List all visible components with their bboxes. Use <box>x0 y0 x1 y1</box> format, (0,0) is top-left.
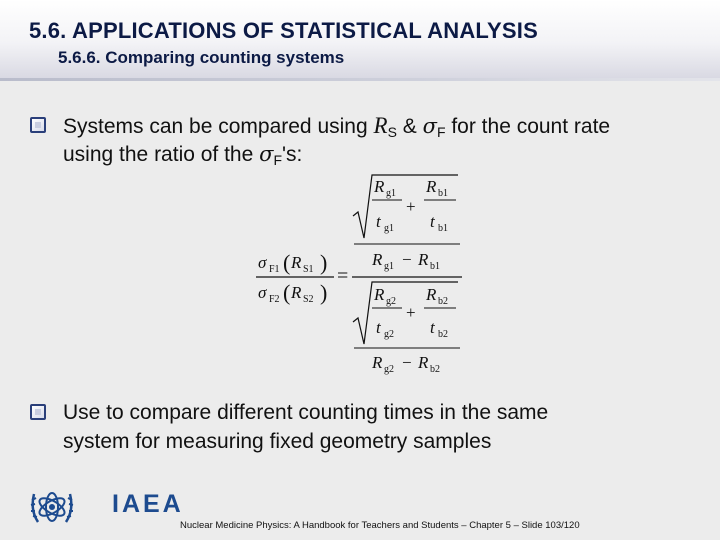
lhs-arg-numerator: R <box>291 253 302 272</box>
top-tb-sub: b1 <box>438 223 448 234</box>
top-tg: t <box>376 212 381 231</box>
top-tb: t <box>430 212 435 231</box>
lhs-sigma-denominator: σ <box>258 283 267 302</box>
lhs-arg-numerator-sub: S1 <box>303 264 314 275</box>
bullet-2-line-1: Use to compare different counting times in the same <box>63 401 549 424</box>
lhs-arg-denominator-sub: S2 <box>303 294 314 305</box>
top-diff-Rb: R <box>418 250 429 269</box>
bot-Rb-sub: b2 <box>438 296 448 307</box>
top-diff-Rg-sub: g1 <box>384 261 394 272</box>
bot-Rb: R <box>426 285 437 304</box>
lhs-sigma-numerator: σ <box>258 253 267 272</box>
bot-plus: + <box>406 303 416 322</box>
lhs-paren-open-1: ( <box>283 250 291 275</box>
top-Rb-sub: b1 <box>438 188 448 199</box>
sigma-ratio-formula <box>250 172 470 382</box>
iaea-logo-icon <box>28 484 108 530</box>
bullet-1-line-1: Systems can be compared using $R_S$ & $\sigma_F$ for the count rate <box>63 113 611 140</box>
slide-title: 5.6. APPLICATIONS OF STATISTICAL ANALYSIS <box>29 18 538 43</box>
formula-rhs-numerator <box>353 175 460 272</box>
bullet-square-icon <box>30 117 46 133</box>
formula-lhs <box>256 250 334 305</box>
bot-tb: t <box>430 318 435 337</box>
lhs-sigma-numerator-sub: F1 <box>269 264 280 275</box>
top-tg-sub: g1 <box>384 223 394 234</box>
bot-tg-sub: g2 <box>384 329 394 340</box>
top-Rg-sub: g1 <box>386 188 396 199</box>
equals-sign: = <box>337 265 349 287</box>
footer-citation: Nuclear Medicine Physics: A Handbook for Teachers and Students – Chapter 5 – Slide 103/120 <box>180 520 580 531</box>
bullet-square-icon <box>30 404 46 420</box>
lhs-sigma-denominator-sub: F2 <box>269 294 280 305</box>
top-diff-Rg: R <box>372 250 383 269</box>
formula-rhs-denominator <box>353 282 460 375</box>
lhs-paren-close-1: ) <box>320 250 328 275</box>
bot-tb-sub: b2 <box>438 329 448 340</box>
top-minus: − <box>402 250 412 269</box>
header-divider <box>0 78 720 81</box>
slide-subtitle: 5.6.6. Comparing counting systems <box>58 48 345 67</box>
bot-tg: t <box>376 318 381 337</box>
bot-diff-Rg: R <box>372 353 383 372</box>
iaea-logo-text: IAEA <box>112 490 184 518</box>
bot-Rg: R <box>374 285 385 304</box>
top-Rg: R <box>374 177 385 196</box>
bot-Rg-sub: g2 <box>386 296 396 307</box>
bot-minus: − <box>402 353 412 372</box>
bot-diff-Rb: R <box>418 353 429 372</box>
bot-diff-Rb-sub: b2 <box>430 364 440 375</box>
bullet-1-line-2: using the ratio of the $\sigma_F's$: <box>63 142 303 168</box>
lhs-paren-open-2: ( <box>283 280 291 305</box>
top-diff-Rb-sub: b1 <box>430 261 440 272</box>
top-plus: + <box>406 197 416 216</box>
lhs-paren-close-2: ) <box>320 280 328 305</box>
bullet-2-line-2: system for measuring fixed geometry samples <box>63 430 492 453</box>
top-Rb: R <box>426 177 437 196</box>
bot-diff-Rg-sub: g2 <box>384 364 394 375</box>
lhs-arg-denominator: R <box>291 283 302 302</box>
